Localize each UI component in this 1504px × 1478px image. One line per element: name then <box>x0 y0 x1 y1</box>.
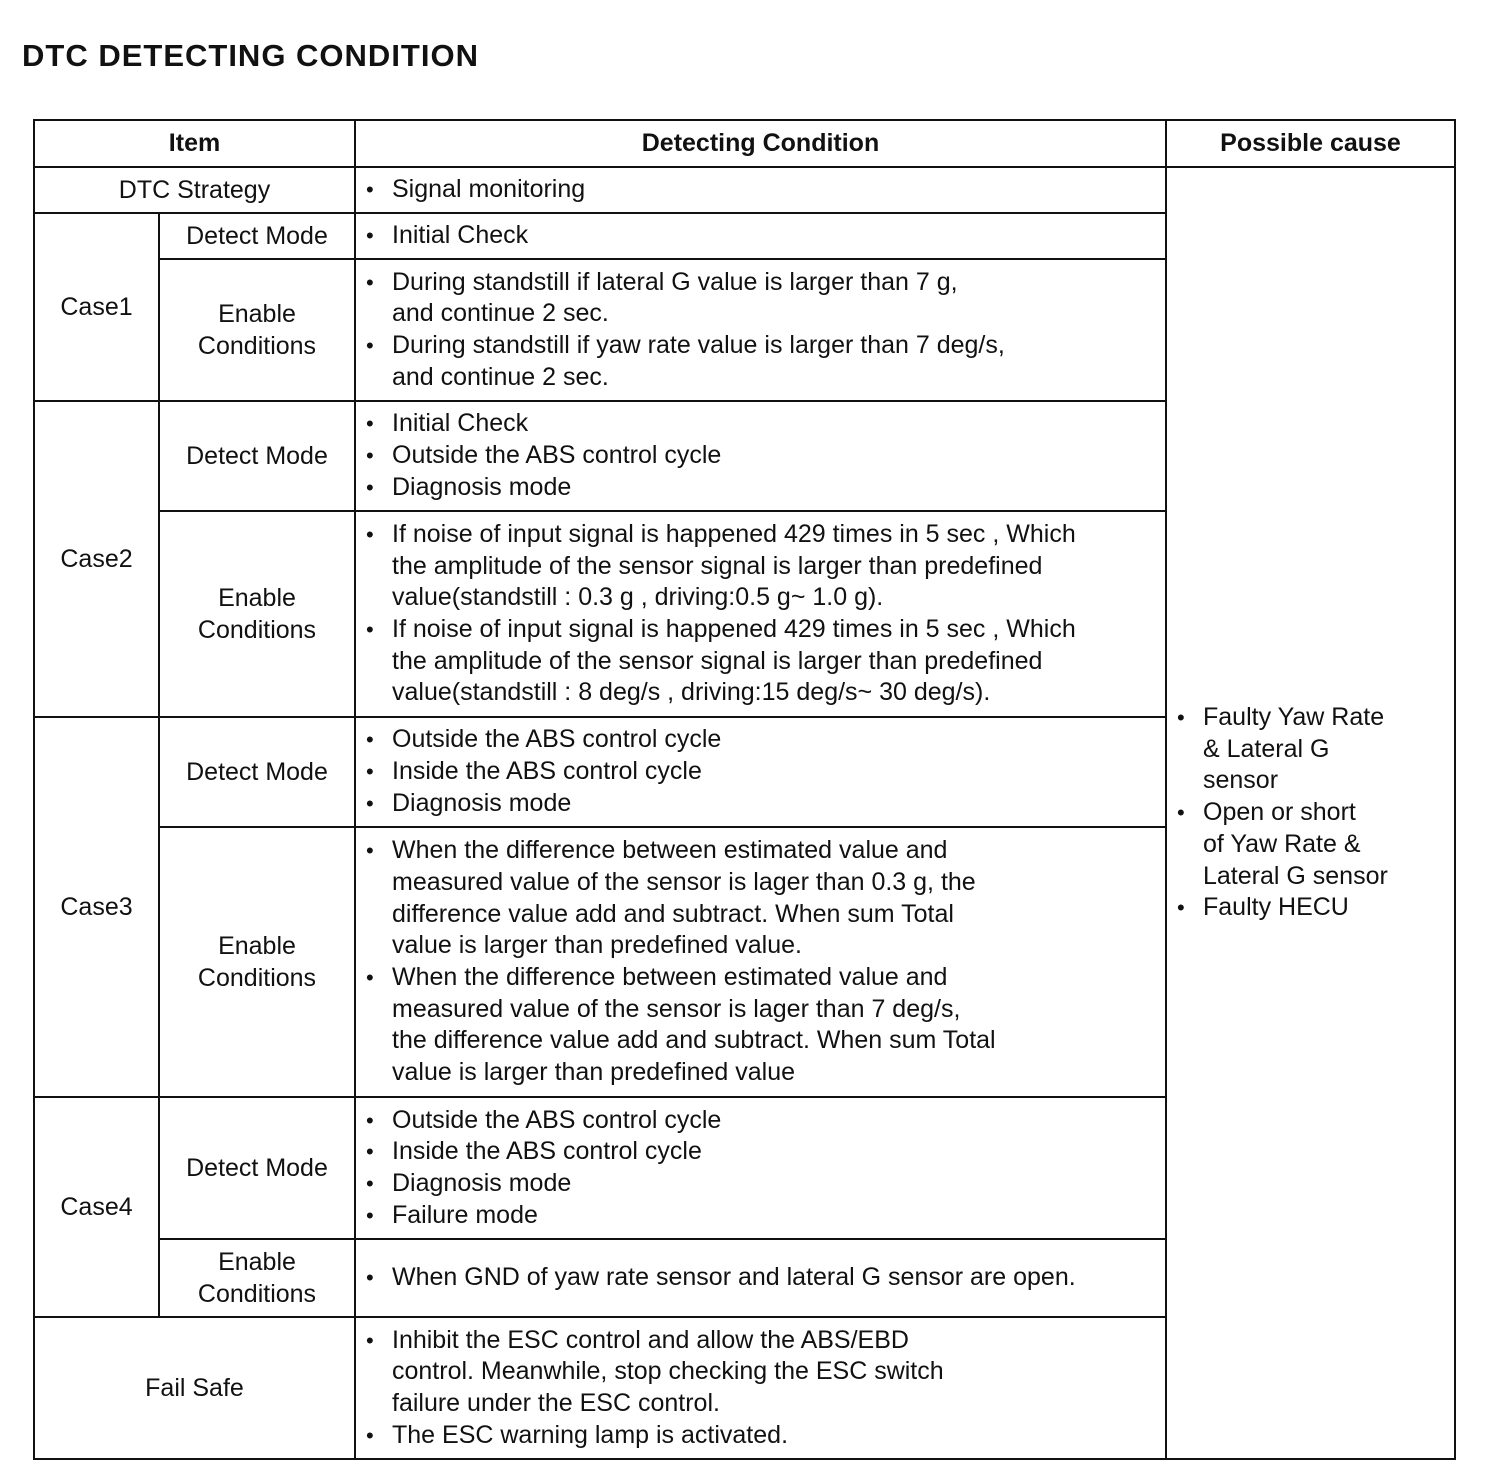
enable-conditions-label: Enable Conditions <box>159 827 355 1097</box>
list-item: • Diagnosis mode <box>392 788 1157 820</box>
detect-mode-conditions <box>355 401 1166 511</box>
page-title: DTC DETECTING CONDITION <box>22 38 479 73</box>
list-item: • If noise of input signal is happened 429 times in 5 sec , Which the amplitude of the sensor signal is larger than predefined value(standstill : 8 deg/s , driving:15 deg/s~ 30 deg/s). <box>392 614 1157 709</box>
list-item: • Outside the ABS control cycle <box>392 724 1157 756</box>
list-item: • Outside the ABS control cycle <box>392 1105 1157 1137</box>
case-label: Case1 <box>34 213 159 401</box>
enable-conditions-label: Enable Conditions <box>159 511 355 717</box>
case-label: Case4 <box>34 1097 159 1317</box>
list-item: • When the difference between estimated value and measured value of the sensor is lager than 0.3 g, the difference value add and subtract. When sum Total value is larger than predefined value. <box>392 835 1157 962</box>
case-label: Case2 <box>34 401 159 717</box>
detect-mode-label: Detect Mode <box>159 213 355 259</box>
list-item: • Diagnosis mode <box>392 472 1157 504</box>
possible-cause-cell <box>1166 167 1455 1459</box>
list-item: • Signal monitoring <box>392 174 1157 206</box>
table-header-row <box>34 120 1455 167</box>
enable-conditions-text <box>355 1239 1166 1317</box>
list-item: • During standstill if lateral G value is larger than 7 g, and continue 2 sec. <box>392 267 1157 330</box>
list-item: • The ESC warning lamp is activated. <box>392 1420 1157 1452</box>
enable-conditions-label: Enable Conditions <box>159 1239 355 1317</box>
header-item: Item <box>34 120 355 167</box>
dtc-condition-table <box>33 119 1456 1460</box>
table-row <box>34 167 1455 213</box>
detect-mode-label: Detect Mode <box>159 717 355 827</box>
header-possible-cause: Possible cause <box>1166 120 1455 167</box>
fail-safe-conditions <box>355 1317 1166 1459</box>
list-item: • Open or short of Yaw Rate & Lateral G sensor <box>1203 797 1446 892</box>
list-item: • If noise of input signal is happened 429 times in 5 sec , Which the amplitude of the sensor signal is larger than predefined value(standstill : 0.3 g , driving:0.5 g~ 1.0 g). <box>392 519 1157 614</box>
enable-conditions-text <box>355 511 1166 717</box>
list-item: • When the difference between estimated value and measured value of the sensor is lager than 7 deg/s, the difference value add and subtract. When sum Total value is larger than predefined value <box>392 962 1157 1089</box>
list-item: • Outside the ABS control cycle <box>392 440 1157 472</box>
list-item: • Diagnosis mode <box>392 1168 1157 1200</box>
case-label: Case3 <box>34 717 159 1097</box>
detect-mode-conditions <box>355 717 1166 827</box>
detect-mode-label: Detect Mode <box>159 401 355 511</box>
list-item: • Inside the ABS control cycle <box>392 1136 1157 1168</box>
detect-mode-label: Detect Mode <box>159 1097 355 1239</box>
enable-conditions-text <box>355 827 1166 1097</box>
list-item: • Initial Check <box>392 408 1157 440</box>
strategy-label: DTC Strategy <box>34 167 355 213</box>
list-item: • Faulty HECU <box>1203 892 1446 924</box>
list-item: • Inhibit the ESC control and allow the ABS/EBD control. Meanwhile, stop checking the ESC switch failure under the ESC control. <box>392 1325 1157 1420</box>
strategy-conditions <box>355 167 1166 213</box>
list-item: • Failure mode <box>392 1200 1157 1232</box>
enable-conditions-text <box>355 259 1166 401</box>
fail-safe-label: Fail Safe <box>34 1317 355 1459</box>
list-item: • When GND of yaw rate sensor and lateral G sensor are open. <box>392 1262 1157 1294</box>
enable-conditions-label: Enable Conditions <box>159 259 355 401</box>
detect-mode-conditions <box>355 1097 1166 1239</box>
list-item: • Initial Check <box>392 220 1157 252</box>
detect-mode-conditions <box>355 213 1166 259</box>
list-item: • Inside the ABS control cycle <box>392 756 1157 788</box>
list-item: • During standstill if yaw rate value is larger than 7 deg/s, and continue 2 sec. <box>392 330 1157 393</box>
list-item: • Faulty Yaw Rate & Lateral G sensor <box>1203 702 1446 797</box>
header-detecting-condition: Detecting Condition <box>355 120 1166 167</box>
